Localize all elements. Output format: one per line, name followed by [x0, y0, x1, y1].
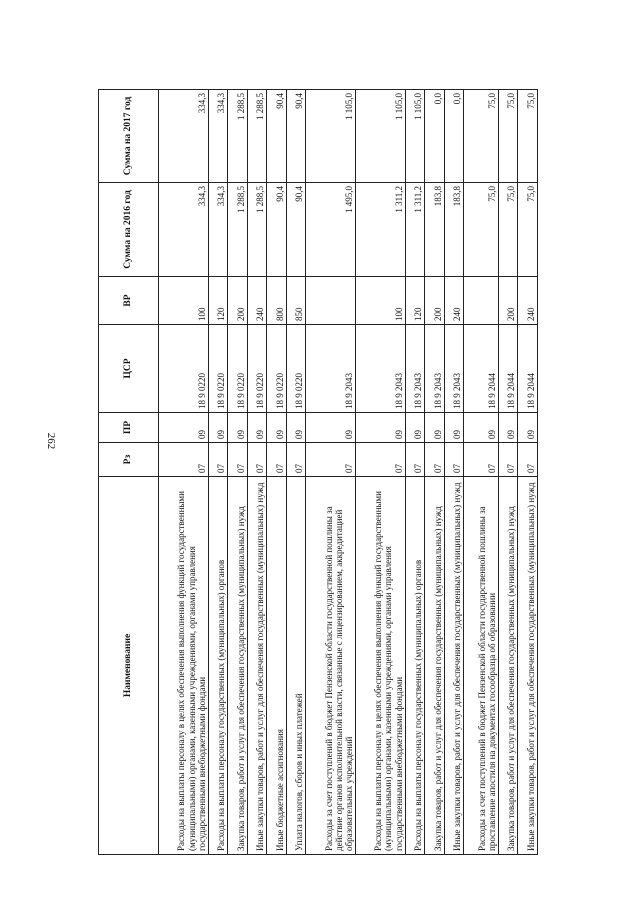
cell-rz: 07 — [518, 443, 538, 477]
cell-pr: 09 — [464, 413, 499, 443]
cell-csr: 18 9 2044 — [464, 325, 499, 413]
table-row — [286, 90, 306, 855]
cell-vr: 200 — [425, 277, 445, 325]
cell-sum-2016: 1 311,2 — [405, 183, 425, 277]
cell-sum-2016: 183,8 — [425, 183, 445, 277]
cell-csr: 18 9 2043 — [355, 325, 405, 413]
cell-csr: 18 9 0220 — [286, 325, 306, 413]
cell-sum-2016: 1 288,5 — [228, 183, 248, 277]
header-sum-2016: Сумма на 2016 год — [99, 183, 159, 277]
cell-csr: 18 9 2043 — [444, 325, 464, 413]
cell-vr: 100 — [355, 277, 405, 325]
cell-name: Закупка товаров, работ и услуг для обеспечения государственных (муниципальных) нужд — [498, 477, 518, 855]
table-row — [405, 90, 425, 855]
cell-csr: 18 9 0220 — [159, 325, 209, 413]
cell-vr: 800 — [267, 277, 287, 325]
cell-vr: 240 — [444, 277, 464, 325]
cell-csr: 18 9 2043 — [306, 325, 356, 413]
cell-csr: 18 9 0220 — [247, 325, 267, 413]
cell-rz: 07 — [444, 443, 464, 477]
cell-pr: 09 — [405, 413, 425, 443]
cell-vr: 120 — [208, 277, 228, 325]
cell-rz: 07 — [228, 443, 248, 477]
cell-pr: 09 — [267, 413, 287, 443]
cell-sum-2017: 1 105,0 — [405, 90, 425, 183]
cell-name: Иные бюджетные ассигнования — [267, 477, 287, 855]
cell-pr: 09 — [498, 413, 518, 443]
cell-name: Расходы на выплаты персоналу в целях обеспечения выполнения функций государственными (муниципальными) органами, казенными учреждениями, органами управления государственными внебюджетными фондами — [159, 477, 209, 855]
cell-name: Расходы за счет поступлений в бюджет Пензенской области государственной пошлины за действие органов исполнительной власти, связанные с лицензированием, аккредитацией образовательных учреждений — [306, 477, 356, 855]
cell-sum-2016: 334,3 — [159, 183, 209, 277]
header-name: Наименование — [99, 477, 159, 855]
cell-pr: 09 — [247, 413, 267, 443]
header-sum-2017: Сумма на 2017 год — [99, 90, 159, 183]
cell-csr: 18 9 2044 — [498, 325, 518, 413]
cell-sum-2017: 1 288,5 — [228, 90, 248, 183]
cell-rz: 07 — [159, 443, 209, 477]
cell-csr: 18 9 2043 — [405, 325, 425, 413]
cell-sum-2017: 1 105,0 — [355, 90, 405, 183]
table-row — [159, 90, 209, 855]
cell-sum-2016: 90,4 — [267, 183, 287, 277]
budget-table — [98, 89, 538, 855]
table-row — [355, 90, 405, 855]
cell-sum-2016: 1 288,5 — [247, 183, 267, 277]
cell-rz: 07 — [247, 443, 267, 477]
cell-csr: 18 9 0220 — [208, 325, 228, 413]
cell-sum-2016: 75,0 — [464, 183, 499, 277]
header-rz: Рз — [99, 443, 159, 477]
cell-pr: 09 — [286, 413, 306, 443]
cell-pr: 09 — [444, 413, 464, 443]
table-header-row — [99, 90, 159, 855]
cell-sum-2016: 1 311,2 — [355, 183, 405, 277]
table-row — [306, 90, 356, 855]
cell-sum-2017: 334,3 — [159, 90, 209, 183]
cell-sum-2016: 183,8 — [444, 183, 464, 277]
cell-name: Расходы на выплаты персоналу в целях обеспечения выполнения функций государственными (муниципальными) органами, казенными учреждениями, органами управления государственными внебюджетными фондами — [355, 477, 405, 855]
cell-name: Иные закупки товаров, работ и услуг для обеспечения государственных (муниципальных) нужд — [247, 477, 267, 855]
cell-name: Расходы на выплаты персоналу государственных (муниципальных) органов — [208, 477, 228, 855]
cell-sum-2017: 75,0 — [518, 90, 538, 183]
table-row — [498, 90, 518, 855]
cell-rz: 07 — [355, 443, 405, 477]
cell-sum-2017: 0,0 — [425, 90, 445, 183]
cell-pr: 09 — [208, 413, 228, 443]
cell-vr: 240 — [247, 277, 267, 325]
table-row — [444, 90, 464, 855]
cell-sum-2017: 1 105,0 — [306, 90, 356, 183]
cell-pr: 09 — [518, 413, 538, 443]
table-row — [208, 90, 228, 855]
table-row — [425, 90, 445, 855]
cell-vr — [464, 277, 499, 325]
cell-sum-2017: 90,4 — [286, 90, 306, 183]
cell-sum-2016: 75,0 — [518, 183, 538, 277]
cell-name: Расходы на выплаты персоналу государственных (муниципальных) органов — [405, 477, 425, 855]
cell-sum-2016: 75,0 — [498, 183, 518, 277]
cell-name: Уплата налогов, сборов и иных платежей — [286, 477, 306, 855]
cell-rz: 07 — [208, 443, 228, 477]
cell-vr: 240 — [518, 277, 538, 325]
cell-sum-2017: 334,3 — [208, 90, 228, 183]
cell-sum-2016: 334,3 — [208, 183, 228, 277]
header-csr: ЦСР — [99, 325, 159, 413]
cell-vr — [306, 277, 356, 325]
rotated-table-wrapper — [98, 90, 538, 855]
cell-vr: 120 — [405, 277, 425, 325]
cell-csr: 18 9 2044 — [518, 325, 538, 413]
cell-rz: 07 — [405, 443, 425, 477]
cell-sum-2016: 90,4 — [286, 183, 306, 277]
cell-csr: 18 9 0220 — [267, 325, 287, 413]
cell-rz: 07 — [306, 443, 356, 477]
cell-pr: 09 — [228, 413, 248, 443]
cell-rz: 07 — [498, 443, 518, 477]
table-row — [247, 90, 267, 855]
table-row — [267, 90, 287, 855]
cell-sum-2017: 1 288,5 — [247, 90, 267, 183]
cell-rz: 07 — [267, 443, 287, 477]
table-row — [464, 90, 499, 855]
cell-pr: 09 — [425, 413, 445, 443]
cell-sum-2017: 75,0 — [498, 90, 518, 183]
cell-pr: 09 — [355, 413, 405, 443]
header-pr: ПР — [99, 413, 159, 443]
cell-sum-2016: 1 495,0 — [306, 183, 356, 277]
header-vr: ВР — [99, 277, 159, 325]
cell-pr: 09 — [306, 413, 356, 443]
cell-vr: 100 — [159, 277, 209, 325]
cell-sum-2017: 75,0 — [464, 90, 499, 183]
page-number: 262 — [45, 432, 57, 450]
cell-rz: 07 — [425, 443, 445, 477]
cell-sum-2017: 0,0 — [444, 90, 464, 183]
cell-name: Закупка товаров, работ и услуг для обеспечения государственных (муниципальных) нужд — [425, 477, 445, 855]
cell-name: Иные закупки товаров, работ и услуг для обеспечения государственных (муниципальных) нужд — [444, 477, 464, 855]
cell-rz: 07 — [286, 443, 306, 477]
cell-vr: 200 — [228, 277, 248, 325]
cell-vr: 850 — [286, 277, 306, 325]
cell-vr: 200 — [498, 277, 518, 325]
table-row — [518, 90, 538, 855]
table-row — [228, 90, 248, 855]
cell-pr: 09 — [159, 413, 209, 443]
cell-rz: 07 — [464, 443, 499, 477]
cell-name: Расходы за счет поступлений в бюджет Пензенской области государственной пошлины за проставление апостиля на документах госообразца об образовании — [464, 477, 499, 855]
cell-csr: 18 9 2043 — [425, 325, 445, 413]
cell-csr: 18 9 0220 — [228, 325, 248, 413]
cell-name: Иные закупки товаров, работ и услуг для обеспечения государственных (муниципальных) нужд — [518, 477, 538, 855]
cell-sum-2017: 90,4 — [267, 90, 287, 183]
cell-name: Закупка товаров, работ и услуг для обеспечения государственных (муниципальных) нужд — [228, 477, 248, 855]
